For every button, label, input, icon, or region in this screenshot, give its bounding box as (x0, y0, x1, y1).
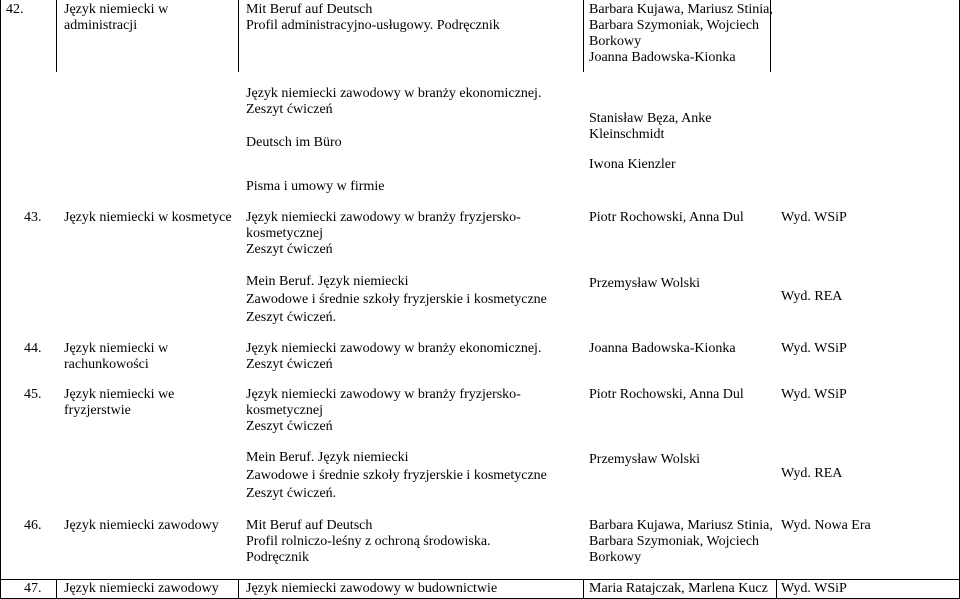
subject-line: Język niemiecki zawodowy (64, 518, 219, 533)
title-line: Zeszyt ćwiczeń. (246, 310, 337, 325)
title-line: Profil administracyjno-usługowy. Podręcznik (246, 18, 500, 33)
row-number: 43. (24, 210, 42, 225)
title-line: Deutsch im Büro (246, 135, 342, 150)
title-line: Profil rolniczo-leśny z ochroną środowiska. (246, 534, 491, 549)
column-rule (583, 0, 584, 72)
author-line: Barbara Kujawa, Mariusz Stinia, (589, 518, 773, 533)
title-line: kosmetycznej (246, 226, 323, 241)
title-line: Zeszyt ćwiczeń (246, 102, 333, 117)
title-line: Język niemiecki zawodowy w branży ekonomicznej. (246, 86, 542, 101)
author-line: Joanna Badowska-Kionka (589, 50, 736, 65)
author-line: Maria Ratajczak, Marlena Kucz (589, 581, 768, 596)
author-line: Przemysław Wolski (589, 452, 700, 467)
title-line: Podręcznik (246, 550, 309, 565)
publisher: Wyd. REA (781, 466, 843, 481)
subject-line: Język niemiecki w kosmetyce (64, 210, 232, 225)
subject-line: rachunkowości (64, 357, 149, 372)
author-line: Joanna Badowska-Kionka (589, 341, 736, 356)
author-line: Kleinschmidt (589, 127, 665, 142)
title-line: Zawodowe i średnie szkoły fryzjerskie i kosmetyczne (246, 468, 547, 483)
column-rule (238, 0, 239, 72)
title-line: Mein Beruf. Język niemiecki (246, 274, 409, 289)
author-line: Przemysław Wolski (589, 276, 700, 291)
author-line: Barbara Szymoniak, Wojciech (589, 18, 760, 33)
author-line: Iwona Kienzler (589, 157, 676, 172)
publisher: Wyd. WSiP (781, 210, 847, 225)
title-line: Zeszyt ćwiczeń (246, 419, 333, 434)
publisher: Wyd. WSiP (781, 387, 847, 402)
row-number: 45. (24, 387, 42, 402)
author-line: Borkowy (589, 34, 642, 49)
title-line: Język niemiecki zawodowy w budownictwie (246, 581, 498, 596)
column-rule (238, 579, 239, 599)
publisher: Wyd. WSiP (781, 341, 847, 356)
title-line: Zeszyt ćwiczeń. (246, 486, 337, 501)
subject-line: Język niemiecki zawodowy (64, 581, 219, 596)
title-line: Zeszyt ćwiczeń (246, 357, 333, 372)
title-line: Zawodowe i średnie szkoły fryzjerskie i kosmetyczne (246, 292, 547, 307)
author-line: Piotr Rochowski, Anna Dul (589, 387, 744, 402)
subject-line: Język niemiecki w (64, 2, 169, 17)
publisher: Wyd. WSiP (781, 581, 847, 596)
title-line: Język niemiecki zawodowy w branży ekonomicznej. (246, 341, 542, 356)
title-line: Język niemiecki zawodowy w branży fryzjersko- (246, 387, 521, 402)
publisher: Wyd. REA (781, 289, 843, 304)
author-line: Barbara Kujawa, Mariusz Stinia, (589, 2, 773, 17)
title-line: kosmetycznej (246, 403, 323, 418)
title-line: Mit Beruf auf Deutsch (246, 2, 373, 17)
title-line: Pisma i umowy w firmie (246, 179, 385, 194)
table-rule (0, 579, 960, 580)
subject-line: Język niemiecki we (64, 387, 175, 402)
column-rule (583, 579, 584, 599)
subject-line: fryzjerstwie (64, 403, 131, 418)
author-line: Barbara Szymoniak, Wojciech (589, 534, 760, 549)
column-rule (56, 0, 57, 72)
title-line: Mein Beruf. Język niemiecki (246, 450, 409, 465)
publisher: Wyd. Nowa Era (781, 518, 871, 533)
column-rule (776, 579, 777, 599)
subject-line: administracji (64, 18, 138, 33)
title-line: Język niemiecki zawodowy w branży fryzjersko- (246, 210, 521, 225)
title-line: Zeszyt ćwiczeń (246, 242, 333, 257)
author-line: Piotr Rochowski, Anna Dul (589, 210, 744, 225)
title-line: Mit Beruf auf Deutsch (246, 518, 373, 533)
column-rule (0, 0, 1, 599)
subject-line: Język niemiecki w (64, 341, 169, 356)
author-line: Borkowy (589, 550, 642, 565)
row-number: 44. (24, 341, 42, 356)
row-number: 47. (24, 581, 42, 596)
row-number: 42. (6, 2, 24, 17)
author-line: Stanisław Bęza, Anke (589, 111, 712, 126)
column-rule (56, 579, 57, 599)
row-number: 46. (24, 518, 42, 533)
